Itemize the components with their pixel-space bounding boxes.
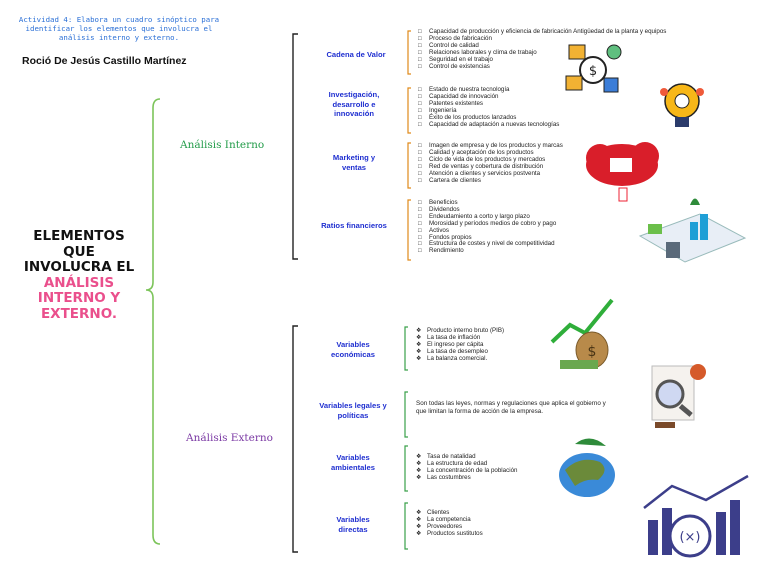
list-item: □ Atención a clientes y servicios postventa [418, 171, 563, 178]
list-item: □ Control de existencias [418, 64, 666, 71]
list-item: ❖ La tasa de inflación [416, 335, 504, 342]
list-item: □ Red de ventas y cobertura de distribución [418, 164, 563, 171]
list-item: ❖ La estructura de edad [416, 461, 517, 468]
list-item: □ Proceso de fabricación [418, 36, 666, 43]
list-item: □ Ciclo de vida de los productos y mercados [418, 157, 563, 164]
category-marketing: Marketing y ventas [332, 153, 376, 172]
supply-chain-icon [566, 45, 621, 92]
main-title-line: ELEMENTOS [33, 228, 125, 244]
category-economicas: Variables económicas [331, 340, 375, 359]
list-item: □ Dividendos [418, 207, 556, 214]
list-item: □ Imagen de empresa y de los productos y marcas [418, 143, 563, 150]
chart-x-icon [644, 476, 748, 556]
list-item: □ Cartera de clientes [418, 178, 563, 185]
category-ambientales: Variables ambientales [331, 453, 375, 472]
list-item: □ Estado de nuestra tecnología [418, 87, 559, 94]
list-item: □ Estructura de costes y nivel de competitividad [418, 241, 556, 248]
money-growth-icon [552, 300, 612, 369]
internal-analysis-label: Análisis Interno [180, 139, 265, 151]
list-item: □ Capacidad de producción y eficiencia de fabricación Antigüedad de la planta y equipos [418, 29, 666, 36]
list-item: □ Capacidad de innovación [418, 94, 559, 101]
main-title-line: INTERNO Y [37, 290, 121, 307]
list-item: □ Control de calidad [418, 43, 666, 50]
list-item: ❖ La tasa de desempleo [416, 349, 504, 356]
category-directas: Variables directas [336, 515, 370, 534]
list-item: □ Morosidad y períodos medios de cobro y pago [418, 221, 556, 228]
marketing-cloud-icon [586, 142, 659, 201]
list-item: ❖ Clientes [416, 510, 483, 517]
list-item: ❖ Tasa de natalidad [416, 454, 517, 461]
earth-icon [559, 438, 615, 497]
list-item: □ Seguridad en el trabajo [418, 57, 666, 64]
list-item: □ Endeudamiento a corto y largo plazo [418, 214, 556, 221]
list-item: ❖ La competencia [416, 517, 483, 524]
activity-title: Actividad 4: Elabora un cuadro sinóptico para identificar los elementos que involucra el análisis interno y externo. [18, 15, 220, 42]
list-item: □ Ingeniería [418, 108, 559, 115]
legales-description: Son todas las leyes, normas y regulaciones que aplica el gobierno y que limitan la forma de acción de la empresa. [416, 400, 606, 415]
list-item: ❖ Productos sustitutos [416, 531, 483, 538]
category-cadena-valor: Cadena de Valor [326, 50, 386, 59]
main-title-line: INVOLUCRA EL [23, 259, 135, 276]
main-title-line: ANÁLISIS [43, 274, 115, 291]
author-name: Roció De Jesús Castillo Martínez [22, 55, 187, 67]
category-investigacion: Investigación, desarrollo e innovación [328, 90, 380, 118]
list-item: ❖ La concentración de la población [416, 468, 517, 475]
list-item: □ Patentes existentes [418, 101, 559, 108]
list-item: □ Beneficios [418, 200, 556, 207]
list-item: ❖ Proveedores [416, 524, 483, 531]
svg-text:$: $ [588, 64, 598, 79]
legal-analysis-icon [652, 364, 706, 428]
category-legales: Variables legales y políticas [319, 401, 387, 420]
list-item: □ Activos [418, 228, 556, 235]
list-item: ❖ Producto interno bruto (PIB) [416, 328, 504, 335]
finance-charts-icon [640, 199, 745, 263]
list-item: □ Capacidad de adaptación a nuevas tecnologías [418, 122, 559, 129]
list-item: □ Calidad y aceptación de los productos [418, 150, 563, 157]
list-item: ❖ Las costumbres [416, 475, 517, 482]
list-item: ❖ El ingreso per cápita [416, 342, 504, 349]
main-title-line: QUE [63, 243, 95, 260]
innovation-bulb-icon [660, 84, 704, 127]
list-item: ❖ La balanza comercial. [416, 356, 504, 363]
external-analysis-label: Análisis Externo [186, 432, 273, 444]
main-title-line: EXTERNO. [40, 305, 118, 322]
svg-text:$: $ [587, 344, 597, 360]
list-item: □ Fondos propios [418, 235, 556, 242]
list-item: □ Éxito de los productos lanzados [418, 115, 559, 122]
list-item: □ Rendimiento [418, 248, 556, 255]
category-ratios: Ratios financieros [321, 221, 387, 230]
list-item: □ Relaciones laborales y clima de trabajo [418, 50, 666, 57]
svg-text:(×): (×) [679, 530, 701, 545]
